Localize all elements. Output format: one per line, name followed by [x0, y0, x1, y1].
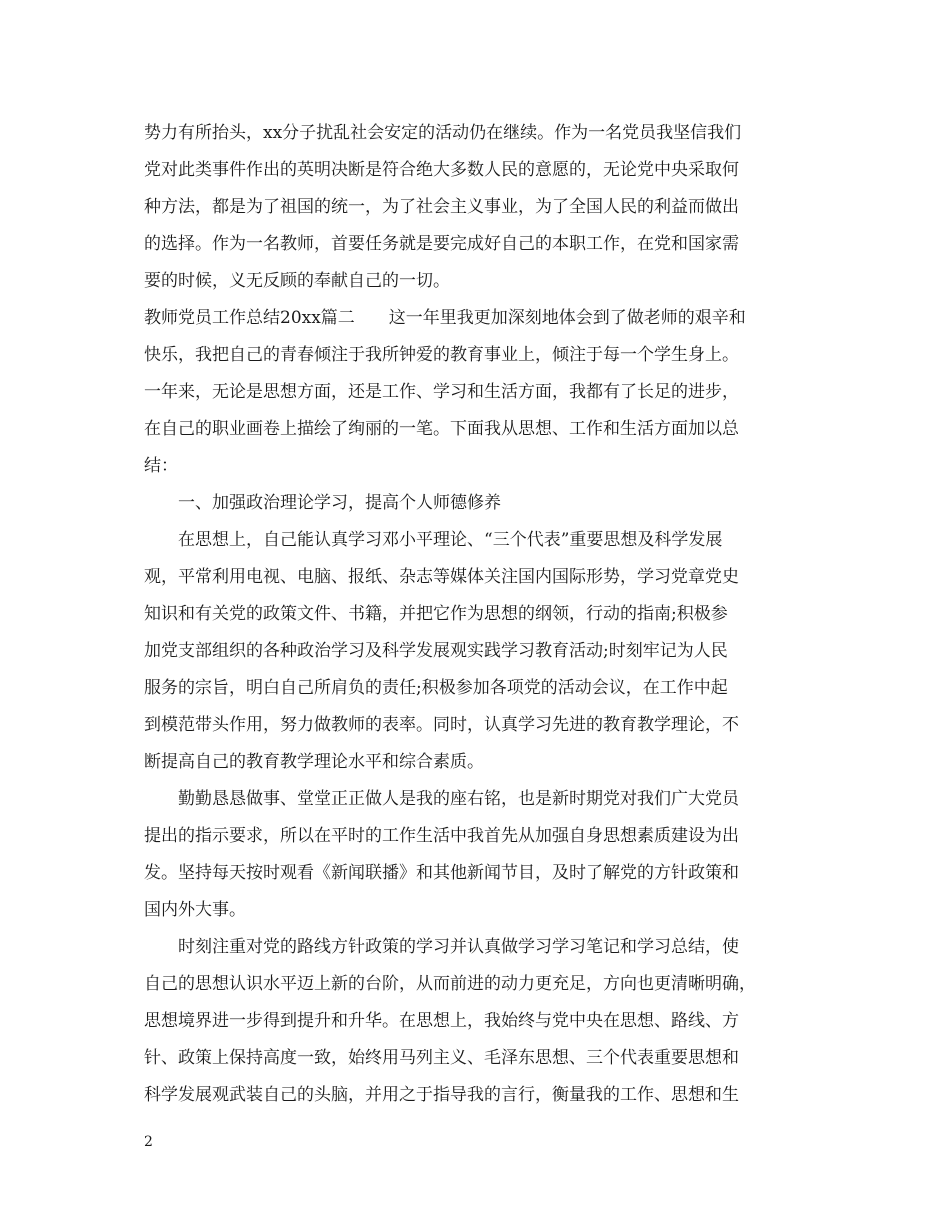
text-line: 种方法，都是为了祖国的统一，为了社会主义事业，为了全国人民的利益而做出 — [144, 197, 739, 217]
text-line: 知识和有关党的政策文件、书籍，并把它作为思想的纲领，行动的指南;积极参 — [144, 604, 728, 624]
text-line: 党对此类事件作出的英明决断是符合绝大多数人民的意愿的，无论党中央采取何 — [144, 160, 739, 180]
text-line: 要的时候，义无反顾的奉献自己的一切。 — [144, 271, 450, 291]
text-line: 快乐，我把自己的青春倾注于我所钟爱的教育事业上，倾注于每一个学生身上。 — [144, 345, 739, 365]
text-line: 时刻注重对党的路线方针政策的学习并认真做学习学习笔记和学习总结，使 — [144, 937, 739, 957]
subheading-line: 一、加强政治理论学习，提高个人师德修养 — [144, 493, 501, 513]
text-line: 科学发展观武装自己的头脑，并用之于指导我的言行，衡量我的工作、思想和生 — [144, 1085, 739, 1105]
text-line: 加党支部组织的各种政治学习及科学发展观实践学习教育活动;时刻牢记为人民 — [144, 641, 728, 661]
text-line: 观，平常利用电视、电脑、报纸、杂志等媒体关注国内国际形势，学习党章党史 — [144, 567, 739, 587]
text-line: 的选择。作为一名教师，首要任务就是要完成好自己的本职工作，在党和国家需 — [144, 234, 739, 254]
text-line: 提出的指示要求，所以在平时的工作生活中我首先从加强自身思想素质建设为出 — [144, 826, 739, 846]
text-line: 勤勤恳恳做事、堂堂正正做人是我的座右铭，也是新时期党对我们广大党员 — [144, 789, 739, 809]
section-heading-line: 教师党员工作总结20xx篇二 这一年里我更加深刻地体会到了做老师的艰辛和 — [144, 308, 746, 328]
text-line: 针、政策上保持高度一致，始终用马列主义、毛泽东思想、三个代表重要思想和 — [144, 1048, 739, 1068]
text-line: 思想境界进一步得到提升和升华。在思想上，我始终与党中央在思想、路线、方 — [144, 1011, 739, 1031]
document-body — [144, 115, 814, 1114]
text-line: 一年来，无论是思想方面，还是工作、学习和生活方面，我都有了长足的进步， — [144, 382, 739, 402]
text-line: 结： — [144, 456, 178, 476]
text-line: 到模范带头作用，努力做教师的表率。同时，认真学习先进的教育教学理论，不 — [144, 715, 739, 735]
text-line: 在思想上，自己能认真学习邓小平理论、“三个代表”重要思想及科学发展 — [144, 530, 723, 550]
page-number: 2 — [144, 1134, 153, 1150]
text-line: 在自己的职业画卷上描绘了绚丽的一笔。下面我从思想、工作和生活方面加以总 — [144, 419, 739, 439]
text-line: 自己的思想认识水平迈上新的台阶，从而前进的动力更充足，方向也更清晰明确， — [144, 974, 756, 994]
text-line: 服务的宗旨，明白自己所肩负的责任;积极参加各项党的活动会议，在工作中起 — [144, 678, 728, 698]
text-line: 发。坚持每天按时观看《新闻联播》和其他新闻节目，及时了解党的方针政策和 — [144, 863, 739, 883]
text-line: 势力有所抬头，xx分子扰乱社会安定的活动仍在继续。作为一名党员我坚信我们 — [144, 123, 742, 143]
text-line: 断提高自己的教育教学理论水平和综合素质。 — [144, 752, 484, 772]
text-line: 国内外大事。 — [144, 900, 246, 920]
